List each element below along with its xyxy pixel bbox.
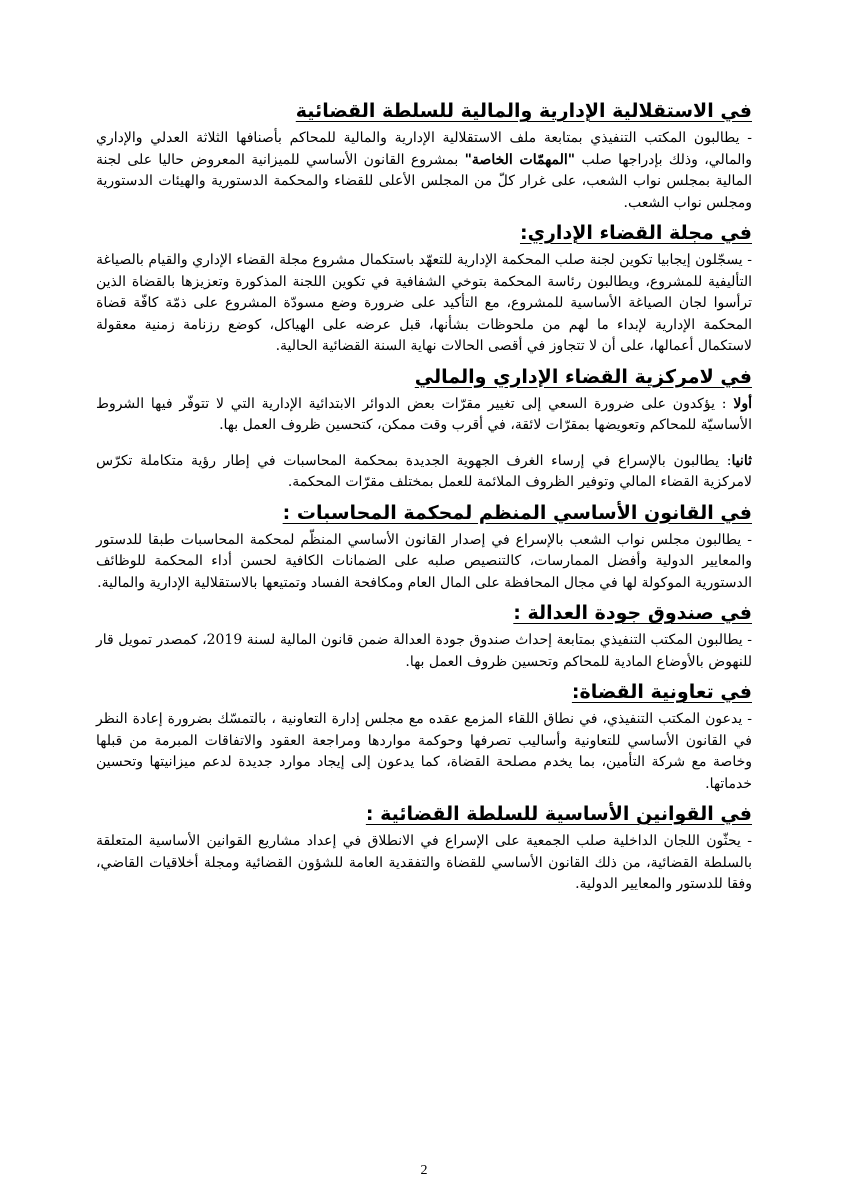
paragraph-ordinal: أولا <box>733 395 752 412</box>
paragraph-prefix: - <box>740 833 752 849</box>
paragraph-text: يطالبون المكتب التنفيذي بمتابعة إحداث صندوق جودة العدالة ضمن قانون المالية لسنة 2019، كمصدر تمويل قار للنهوض بالأوضاع المادية للمحاكم وتحسين ظروف العمل بها. <box>96 632 752 670</box>
section-paragraph <box>96 250 752 358</box>
section-heading: في تعاونية القضاة: <box>571 681 752 703</box>
paragraph-prefix: - <box>742 711 753 727</box>
paragraph-prefix: - <box>739 130 753 146</box>
section-judicial-authority-laws <box>96 801 752 896</box>
section-heading: في الاستقلالية الإدارية والمالية للسلطة القضائية <box>295 100 752 122</box>
section-paragraph <box>96 630 752 673</box>
paragraph-text: يدعون المكتب التنفيذي، في نطاق اللقاء المزمع عقده مع مجلس إدارة التعاونية ، بالتمسّك بضرورة إعادة النظر في القانون الأساسي للتعاونية وأساليب تصرفها وحوكمة مواردها ومراجعة العقود والاتفاقات المبرمة من قبلها وخاصة مع شركة التأمين، بما يخدم مصلحة القضاة، كما يدعون إلى إيجاد موارد جديدة لدعم ميزانيتها وتحسين خدماتها. <box>96 711 752 792</box>
section-heading: في صندوق جودة العدالة : <box>513 602 752 624</box>
section-heading: في القوانين الأساسية للسلطة القضائية : <box>365 803 752 825</box>
section-heading: في القانون الأساسي المنظم لمحكمة المحاسبات : <box>282 501 752 524</box>
section-court-of-accounts-law <box>96 500 752 595</box>
section-heading: في مجلة القضاء الإداري: <box>519 222 752 244</box>
paragraph-text-continued: بمشروع القانون الأساسي للميزانية المعروض حاليا على لجنة المالية بمجلس نواب الشعب، على غرار كلّ من المجلس الأعلى للقضاء والمحكمة الدستورية والهيئات الدستورية ومجلس نواب الشعب. <box>96 151 752 211</box>
paragraph-prefix: - <box>742 252 752 268</box>
section-paragraph <box>96 128 752 214</box>
paragraph-text: يطالبون مجلس نواب الشعب بالإسراع في إصدار القانون الأساسي المنظّم لمحكمة المحاسبات طبقا للدستور والمعايير الدولية وأفضل الممارسات، كالتنصيص صلبه على الضمانات الكافية لحسن أداء المحكمة للوظائف الدستورية الموكولة لها في مجال المحافظة على المال العام ومكافحة الفساد وتمتيعها بالاستقلالية الإدارية والمالية. <box>96 531 752 591</box>
paragraph-text: يحثّون اللجان الداخلية صلب الجمعية على الإسراع في الانطلاق في إعداد مشاريع القوانين الأساسية المتعلقة بالسلطة القضائية، من ذلك القانون الأساسي للقضاة والتفقدية العامة للشؤون القضائية ومجلة أخلاقيات القاضي، وفقا للدستور والمعايير الدولية. <box>96 833 752 892</box>
section-paragraph-first <box>96 394 752 437</box>
document-body <box>96 98 752 896</box>
section-paragraph <box>96 831 752 896</box>
section-paragraph <box>96 709 752 795</box>
section-heading: في لامركزية القضاء الإداري والمالي <box>414 365 752 388</box>
paragraph-ordinal: ثانيا <box>731 452 752 469</box>
section-paragraph <box>96 530 752 595</box>
section-judges-cooperative <box>96 679 752 795</box>
section-paragraph-second <box>96 451 752 494</box>
section-justice-quality-fund <box>96 600 752 673</box>
section-decentralization <box>96 364 752 494</box>
section-administrative-judiciary-code <box>96 220 752 358</box>
paragraph-text: : يؤكدون على ضرورة السعي إلى تغيير مقرّات بعض الدوائر الابتدائية الإدارية التي لا تتوفّر فيها الشروط الأساسيّة للمحاكم وتعويضها بمقرّات لائقة، في أقرب وقت ممكن، كتحسين ظروف العمل بها. <box>96 395 752 433</box>
page-number: 2 <box>420 1163 428 1178</box>
paragraph-text: : يطالبون بالإسراع في إرساء الغرف الجهوية الجديدة بمحكمة المحاسبات في إطار رؤية متكاملة تكرّس لامركزية القضاء المالي وتوفير الظروف الملائمة للعمل بمختلف مقرّات المحكمة. <box>96 452 752 490</box>
paragraph-text: يطالبون المكتب التنفيذي بمتابعة ملف الاستقلالية الإدارية والمالية للمحاكم بأصنافها الثلاثة العدلي والإداري والمالي، وذلك بإدراجها صلب <box>96 130 753 168</box>
paragraph-prefix: - <box>741 531 752 548</box>
paragraph-bold-term: "المهمّات الخاصة" <box>464 151 576 168</box>
paragraph-prefix: - <box>742 632 752 648</box>
section-administrative-financial-independence <box>96 98 752 214</box>
paragraph-text: يسجّلون إيجابيا تكوين لجنة صلب المحكمة الإدارية للتعهّد باستكمال مشروع مجلة القضاء الإداري والقيام بالصياغة التأليفية للمشروع، ويطالبون رئاسة المحكمة بتوخي الشفافية في تكوين اللجنة المذكورة وتعزيزها بالقضاة الذين ترأسوا لجان الصياغة الأساسية للمشروع، مع التأكيد على ضرورة وضع مسودّة المشروع على ذمّة كافّة قضاة المحكمة الإدارية لإبداء ما لهم من ملحوظات بشأنها، قبل عرضه على الهياكل، كوضع رزنامة زمنية معقولة لاستكمال أعمالها، على أن لا تتجاوز في أقصى الحالات نهاية السنة القضائية الحالية. <box>96 252 752 354</box>
